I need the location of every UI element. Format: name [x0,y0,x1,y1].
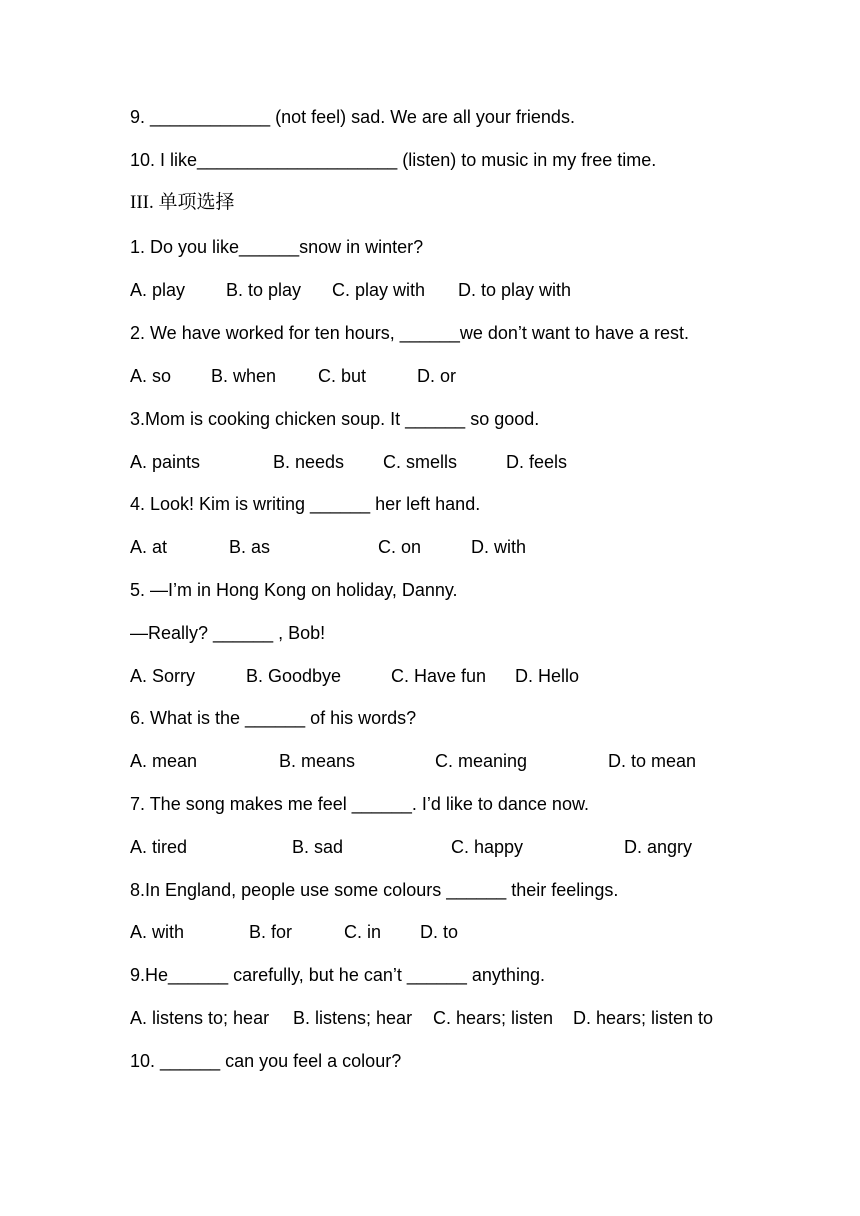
question-4-option-b: B. as [229,537,271,557]
question-4-stem: 4. Look! Kim is writing ______ her left hand. [130,494,481,514]
question-2-option-d: D. or [417,366,457,386]
fill-in-question-9: 9. ____________ (not feel) sad. We are all your friends. [130,107,575,127]
question-8-stem: 8.In England, people use some colours ______ their feelings. [130,880,619,900]
question-3-option-a: A. paints [130,452,201,472]
question-2-stem: 2. We have worked for ten hours, ______we don’t want to have a rest. [130,323,690,343]
question-1-option-b: B. to play [226,280,302,300]
question-8-option-a: A. with [130,922,185,942]
question-5-option-c: C. Have fun [391,666,487,686]
question-5-stem: 5. —I’m in Hong Kong on holiday, Danny. [130,580,458,600]
question-6-option-a: A. mean [130,751,198,771]
question-4-option-d: D. with [471,537,527,557]
fill-in-question-10: 10. I like____________________ (listen) to music in my free time. [130,150,657,170]
question-2-option-a: A. so [130,366,172,386]
question-7-option-a: A. tired [130,837,188,857]
question-2-option-c: C. but [318,366,367,386]
question-9-option-c: C. hears; listen [433,1008,554,1028]
question-6-option-c: C. meaning [435,751,528,771]
question-2-option-b: B. when [211,366,277,386]
question-6-option-b: B. means [279,751,356,771]
question-6-stem: 6. What is the ______ of his words? [130,708,417,728]
question-3-option-d: D. feels [506,452,568,472]
question-8-option-b: B. for [249,922,293,942]
question-7-option-c: C. happy [451,837,524,857]
question-5-option-d: D. Hello [515,666,580,686]
question-9-option-d: D. hears; listen to [573,1008,714,1028]
question-9-stem: 9.He______ carefully, but he can’t ______ anything. [130,965,545,985]
question-7-option-d: D. angry [624,837,693,857]
question-3-option-b: B. needs [273,452,345,472]
question-4-option-c: C. on [378,537,422,557]
section-title: III. 单项选择 [130,192,235,213]
question-1-option-a: A. play [130,280,186,300]
question-7-stem: 7. The song makes me feel ______. I’d like to dance now. [130,794,589,814]
question-1-option-c: C. play with [332,280,426,300]
question-5-option-a: A. Sorry [130,666,196,686]
question-8-option-c: C. in [344,922,382,942]
question-1-option-d: D. to play with [458,280,572,300]
question-8-option-d: D. to [420,922,459,942]
question-10-stem: 10. ______ can you feel a colour? [130,1051,402,1071]
question-3-option-c: C. smells [383,452,458,472]
question-1-stem: 1. Do you like______snow in winter? [130,237,424,257]
question-6-option-d: D. to mean [608,751,697,771]
question-3-stem: 3.Mom is cooking chicken soup. It ______ so good. [130,409,540,429]
question-5-option-b: B. Goodbye [246,666,342,686]
question-4-option-a: A. at [130,537,168,557]
question-9-option-a: A. listens to; hear [130,1008,270,1028]
question-5-stem-reply: —Really? ______ , Bob! [130,623,326,643]
question-7-option-b: B. sad [292,837,344,857]
question-9-option-b: B. listens; hear [293,1008,413,1028]
